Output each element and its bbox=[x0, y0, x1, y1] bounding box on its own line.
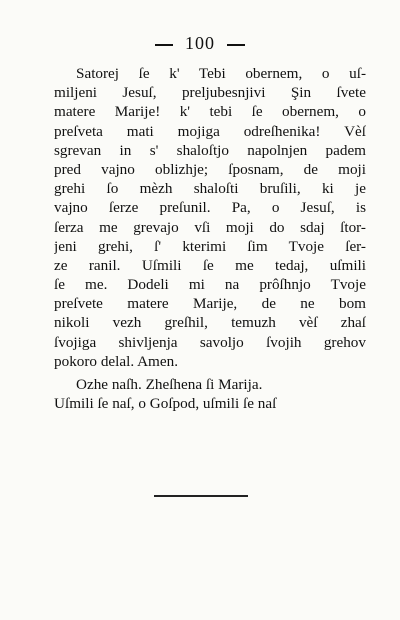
page-header bbox=[0, 33, 400, 54]
prayer-text bbox=[54, 64, 366, 413]
text-line: grehi ſo mèzh shaloſti bruſili, ki je bbox=[54, 180, 366, 198]
text-line: nikoli vezh greſhil, temuzh vèſ zhaſ bbox=[54, 314, 366, 332]
text-line: ſerza me grevajo vſi moji do sdaj ſtor- bbox=[54, 218, 366, 236]
text-line: ſvojiga shivljenja savoljo ſvojih grehov bbox=[54, 333, 366, 351]
footer-rule bbox=[154, 495, 248, 497]
text-line: sgrevan in s' shaloſtjo napolnjen padem bbox=[54, 141, 366, 159]
text-line: Uſmili ſe naſ, o Goſpod, uſmili ſe naſ bbox=[54, 395, 277, 413]
page-number: 100 bbox=[185, 33, 215, 53]
text-line: Ozhe naſh. Zheſhena ſi Marija. bbox=[76, 376, 263, 393]
text-line: vajno ſerze preſunil. Pa, o Jesuſ, is bbox=[54, 199, 366, 217]
text-line: jeni grehi, ſ' kterimi ſim Tvoje ſer- bbox=[54, 237, 366, 255]
text-line: preſveta mati mojiga odreſhenika! Vèſ bbox=[54, 122, 366, 140]
text-line: ze ranil. Uſmili ſe me tedaj, uſmili bbox=[54, 256, 366, 274]
header-dash-left bbox=[155, 44, 173, 46]
text-line: preſvete matere Marije, de ne bom bbox=[54, 295, 366, 313]
header-dash-right bbox=[227, 44, 245, 46]
text-line: pokoro delal. Amen. bbox=[54, 352, 179, 370]
text-line: matere Marije! k' tebi ſe obernem, o bbox=[54, 103, 366, 121]
text-line: miljeni Jesuſ, preljubesnjivi Şin ſvete bbox=[54, 84, 366, 102]
text-line: pred vajno oblizhje; ſposnam, de moji bbox=[54, 160, 366, 178]
text-line: Satorej ſe k' Tebi obernem, o uſ- bbox=[76, 65, 366, 82]
text-line: ſe me. Dodeli mi na prôſhnjo Tvoje bbox=[54, 276, 366, 294]
